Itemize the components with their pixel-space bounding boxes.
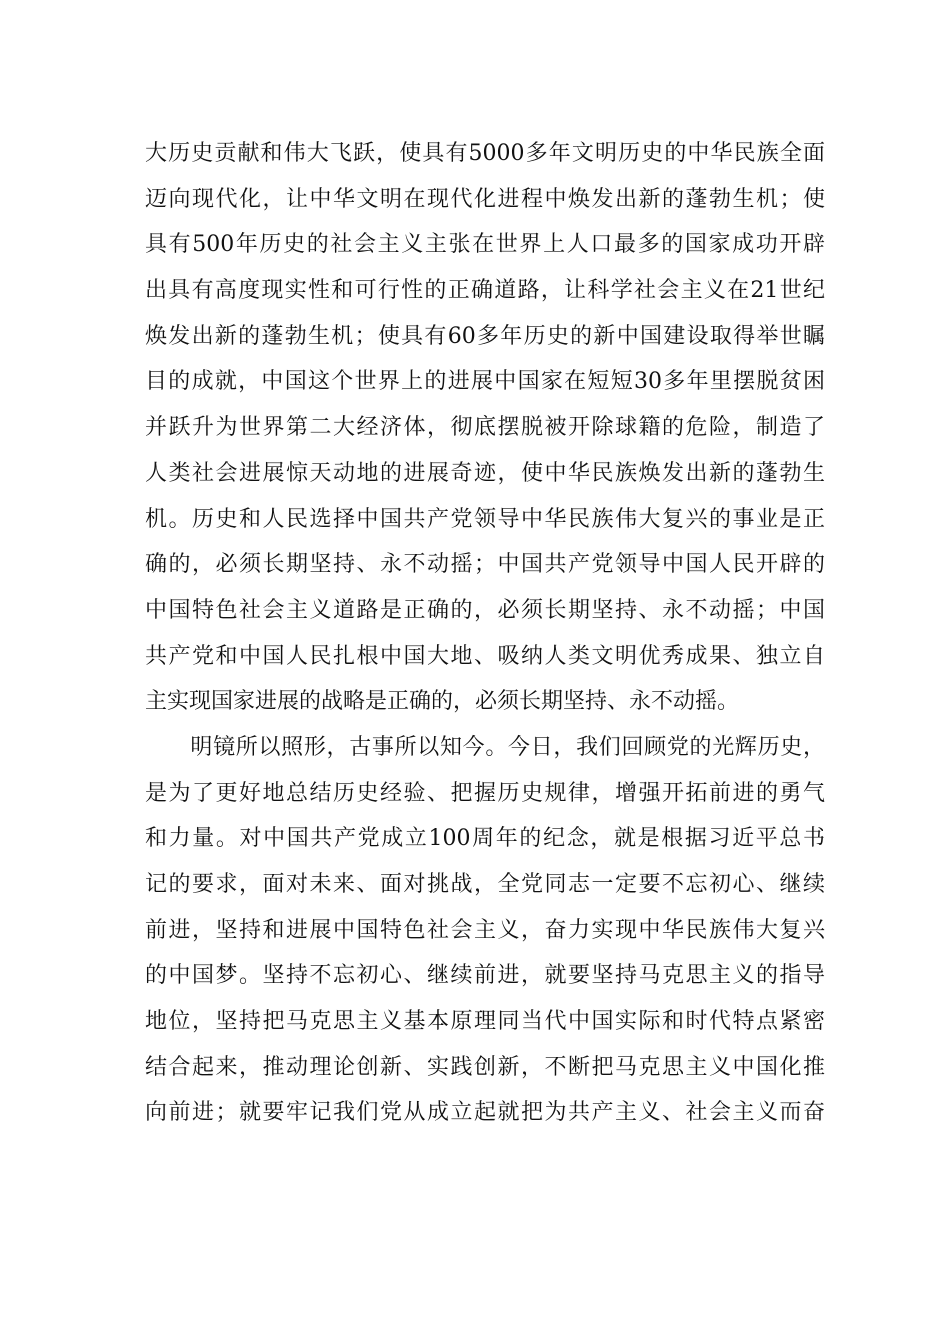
- text-line: 确的，必须长期坚持、永不动摇；中国共产党领导中国人民开辟的: [145, 552, 825, 578]
- text-line: 目的成就，中国这个世界上的进展中国家在短短30多年里摆脱贫困: [145, 369, 825, 395]
- text-line: 共产党和中国人民扎根中国大地、吸纳人类文明优秀成果、独立自: [145, 643, 825, 669]
- text-line: 的中国梦。坚持不忘初心、继续前进，就要坚持马克思主义的指导: [145, 963, 825, 989]
- text-line: 结合起来，推动理论创新、实践创新，不断把马克思主义中国化推: [145, 1054, 825, 1080]
- text-line: 地位，坚持把马克思主义基本原理同当代中国实际和时代特点紧密: [145, 1009, 825, 1035]
- text-line: 迈向现代化，让中华文明在现代化进程中焕发出新的蓬勃生机；使: [145, 186, 825, 212]
- text-line: 焕发出新的蓬勃生机；使具有60多年历史的新中国建设取得举世瞩: [145, 323, 825, 349]
- text-line: 前进，坚持和进展中国特色社会主义，奋力实现中华民族伟大复兴: [145, 917, 825, 943]
- text-line: 和力量。对中国共产党成立100周年的纪念，就是根据习近平总书: [145, 826, 825, 852]
- text-line: 记的要求，面对未来、面对挑战，全党同志一定要不忘初心、继续: [145, 872, 825, 897]
- text-line: 机。历史和人民选择中国共产党领导中华民族伟大复兴的事业是正: [145, 506, 825, 532]
- text-line: 向前进；就要牢记我们党从成立起就把为共产主义、社会主义而奋: [145, 1100, 825, 1126]
- text-line: 具有500年历史的社会主义主张在世界上人口最多的国家成功开辟: [145, 232, 825, 258]
- text-line: 并跃升为世界第二大经济体，彻底摆脱被开除球籍的危险，制造了: [145, 415, 825, 441]
- text-line: 明镜所以照形，古事所以知今。今日，我们回顾党的光辉历史，: [145, 734, 825, 760]
- text-line: 是为了更好地总结历史经验、把握历史规律，增强开拓前进的勇气: [145, 780, 825, 806]
- text-line: 大历史贡献和伟大飞跃，使具有5000多年文明历史的中华民族全面: [145, 141, 825, 166]
- text-line: 中国特色社会主义道路是正确的，必须长期坚持、永不动摇；中国: [145, 597, 825, 623]
- text-line: 主实现国家进展的战略是正确的，必须长期坚持、永不动摇。: [145, 689, 740, 715]
- text-line: 出具有高度现实性和可行性的正确道路，让科学社会主义在21世纪: [145, 278, 825, 304]
- text-line: 人类社会进展惊天动地的进展奇迹，使中华民族焕发出新的蓬勃生: [145, 460, 825, 486]
- body-text: [145, 131, 825, 1136]
